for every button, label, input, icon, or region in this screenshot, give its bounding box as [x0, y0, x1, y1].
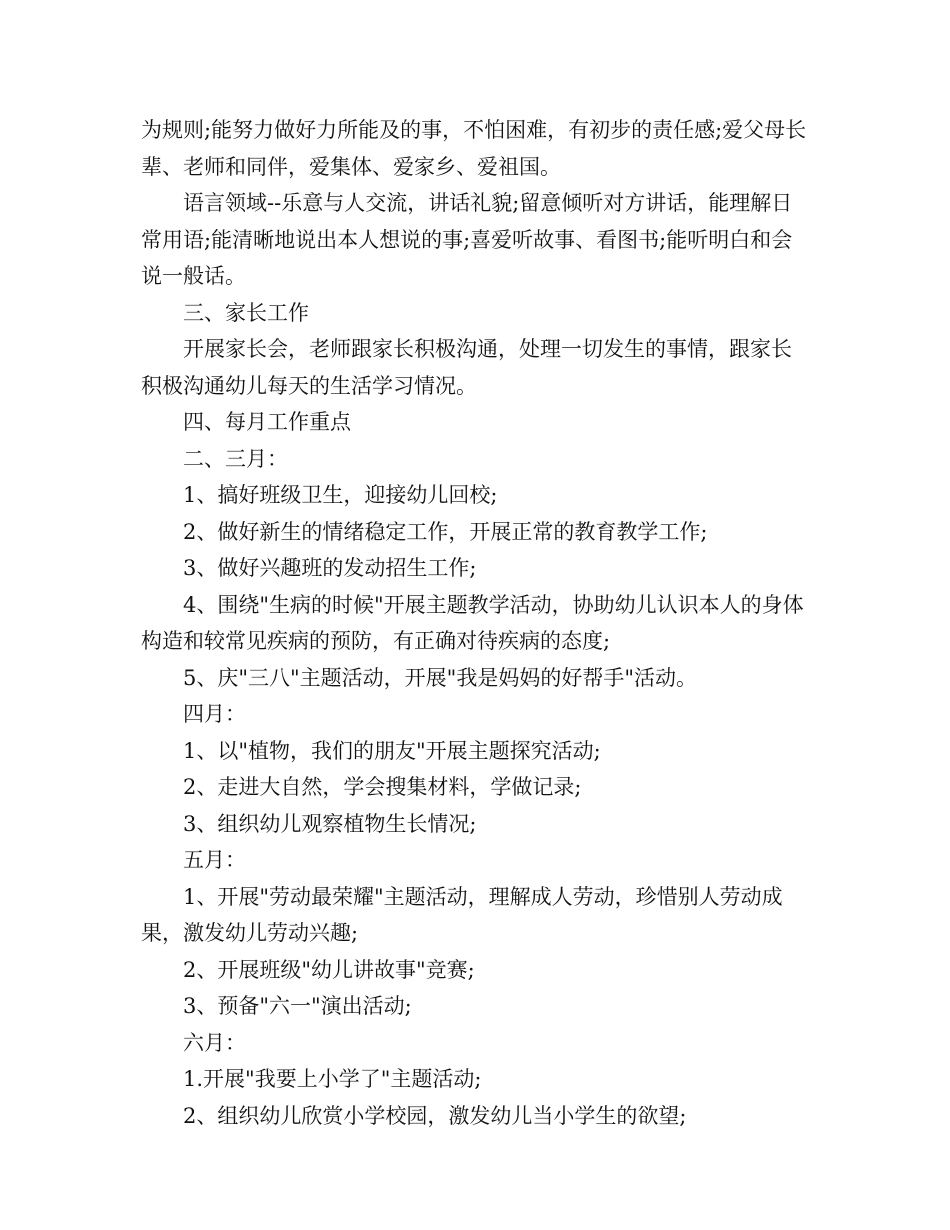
list-item: 2、组织幼儿欣赏小学校园，激发幼儿当小学生的欲望;	[183, 1103, 687, 1128]
paragraph-1: 为规则;能努力做好力所能及的事，不怕困难，有初步的责任感;爱父母长辈、老师和同伴，爱集体、爱家乡、爱祖国。	[141, 118, 807, 179]
list-item: 2、开展班级"幼儿讲故事"竞赛;	[183, 957, 475, 982]
month-heading-feb-mar: 二、三月：	[183, 446, 288, 471]
paragraph-4: 开展家长会，老师跟家长积极沟通，处理一切发生的事情，跟家长积极沟通幼儿每天的生活学习情况。	[141, 337, 792, 398]
list-item: 3、做好兴趣班的发动招生工作;	[183, 556, 477, 580]
list-item: 1、开展"劳动最荣耀"主题活动，理解成人劳动，珍惜别人劳动成果，激发幼儿劳动兴趣;	[141, 884, 783, 945]
list-item: 2、走进大自然，学会搜集材料，学做记录;	[183, 775, 582, 799]
list-item: 1、以"植物，我们的朋友"开展主题探究活动;	[183, 738, 601, 763]
list-item: 3、组织幼儿观察植物生长情况;	[183, 811, 477, 836]
month-heading-may: 五月：	[183, 848, 246, 872]
list-item: 1、搞好班级卫生，迎接幼儿回校;	[183, 483, 498, 507]
section-heading-monthly-focus: 四、每月工作重点	[183, 410, 351, 434]
list-item: 3、预备"六一"演出活动;	[183, 994, 412, 1018]
document-body	[141, 112, 811, 1134]
list-item: 2、做好新生的情绪稳定工作，开展正常的教育教学工作;	[183, 519, 708, 544]
list-item: 4、围绕"生病的时候"开展主题教学活动，协助幼儿认识本人的身体构造和较常见疾病的预防，有正确对待疾病的态度;	[141, 592, 804, 653]
month-heading-june: 六月：	[183, 1030, 246, 1055]
section-heading-parent-work: 三、家长工作	[183, 300, 309, 325]
list-item: 1.开展"我要上小学了"主题活动;	[183, 1067, 482, 1091]
paragraph-2: 语言领域--乐意与人交流，讲话礼貌;留意倾听对方讲话，能理解日常用语;能清晰地说出本人想说的事;喜爱听故事、看图书;能听明白和会说一般话。	[141, 191, 793, 288]
month-heading-april: 四月：	[183, 702, 246, 726]
list-item: 5、庆"三八"主题活动，开展"我是妈妈的好帮手"活动。	[183, 665, 697, 690]
